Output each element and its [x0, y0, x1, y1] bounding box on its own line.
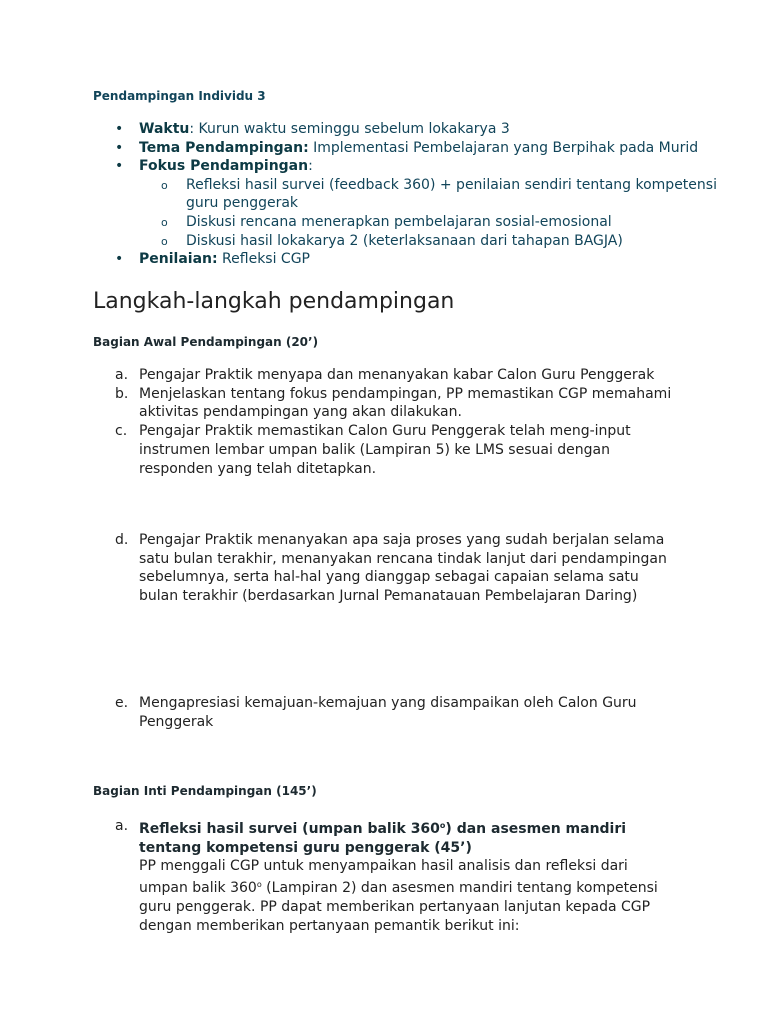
fokus-item: o Refleksi hasil survei (feedback 360) + penilaian sendiri tentang kompetensi guru penggerak	[139, 176, 733, 213]
list-item: a. Pengajar Praktik menyapa dan menanyakan kabar Calon Guru Penggerak	[115, 367, 655, 383]
awal-list-cont-d	[93, 531, 673, 606]
meta-item-waktu: • Waktu: Kurun waktu seminggu sebelum lokakarya 3	[93, 120, 733, 139]
awal-heading: Bagian Awal Pendampingan (20’)	[93, 335, 319, 349]
meta-item-tema: • Tema Pendampingan: Implementasi Pembelajaran yang Berpihak pada Murid	[93, 139, 733, 158]
meta-list	[93, 120, 733, 269]
inti-heading: Bagian Inti Pendampingan (145’)	[93, 784, 317, 798]
inti-list	[93, 817, 673, 935]
fokus-item: o Diskusi hasil lokakarya 2 (keterlaksanaan dari tahapan BAGJA)	[139, 232, 733, 251]
list-item: a. Refleksi hasil survei (umpan balik 360$^o$) dan asesmen mandiri tentang kompetensi guru penggerak (45’) PP menggali CGP untuk menyampaikan hasil analisis dan refleksi dari umpan balik 360$^o$ (Lampiran 2) dan asesmen mandiri tentang kompetensi guru penggerak. PP dapat memberikan pertanyaan lanjutan kepada CGP dengan memberikan pertanyaan pemantik berikut ini:	[115, 818, 658, 934]
list-item: d. Pengajar Praktik menanyakan apa saja proses yang sudah berjalan selama satu bulan terakhir, menanyakan rencana tindak lanjut dari pendampingan sebelumnya, serta hal-hal yang dianggap sebagai capaian selama satu bulan terakhir (berdasarkan Jurnal Pemanatauan Pembelajaran Daring)	[115, 532, 667, 605]
main-heading: Langkah-langkah pendampingan	[93, 289, 455, 314]
fokus-sublist	[139, 176, 733, 250]
list-item: e. Mengapresiasi kemajuan-kemajuan yang disampaikan oleh Calon Guru Penggerak	[115, 695, 637, 730]
meta-item-fokus: • Fokus Pendampingan: o Refleksi hasil survei (feedback 360) + penilaian sendiri tentang kompetensi guru penggerak o Diskusi rencana menerapkan pembelajaran sosial-emosional o Diskusi hasil lokakarya 2 (keterlaksanaan dari tahapan BAGJA)	[93, 157, 733, 250]
section-title: Pendampingan Individu 3	[93, 89, 266, 103]
list-item: b. Menjelaskan tentang fokus pendampingan, PP memastikan CGP memahami aktivitas pendampingan yang akan dilakukan.	[115, 385, 672, 421]
meta-value: Implementasi Pembelajaran yang Berpihak pada Murid	[313, 139, 699, 156]
inti-item-body: PP menggali CGP untuk menyampaikan hasil analisis dan refleksi dari umpan balik 360$^o$ (Lampiran 2) dan asesmen mandiri tentang kompetensi guru penggerak. PP dapat memberikan pertanyaan lanjutan kepada CGP dengan memberikan pertanyaan pemantik berikut ini:	[139, 858, 658, 934]
inti-item-title: Refleksi hasil survei (umpan balik 360$^o$) dan asesmen mandiri tentang kompetensi guru penggerak (45’)	[139, 821, 627, 856]
awal-list	[93, 366, 673, 478]
awal-list-cont-e	[93, 694, 673, 731]
meta-item-penilaian: • Penilaian: Refleksi CGP	[93, 250, 733, 269]
fokus-item: o Diskusi rencana menerapkan pembelajaran sosial-emosional	[139, 213, 733, 232]
list-item: c. Pengajar Praktik memastikan Calon Guru Penggerak telah meng-input instrumen lembar umpan balik (Lampiran 5) ke LMS sesuai dengan responden yang telah ditetapkan.	[115, 423, 631, 477]
meta-value: Refleksi CGP	[222, 251, 310, 268]
meta-value: Kurun waktu seminggu sebelum lokakarya 3	[198, 121, 510, 137]
